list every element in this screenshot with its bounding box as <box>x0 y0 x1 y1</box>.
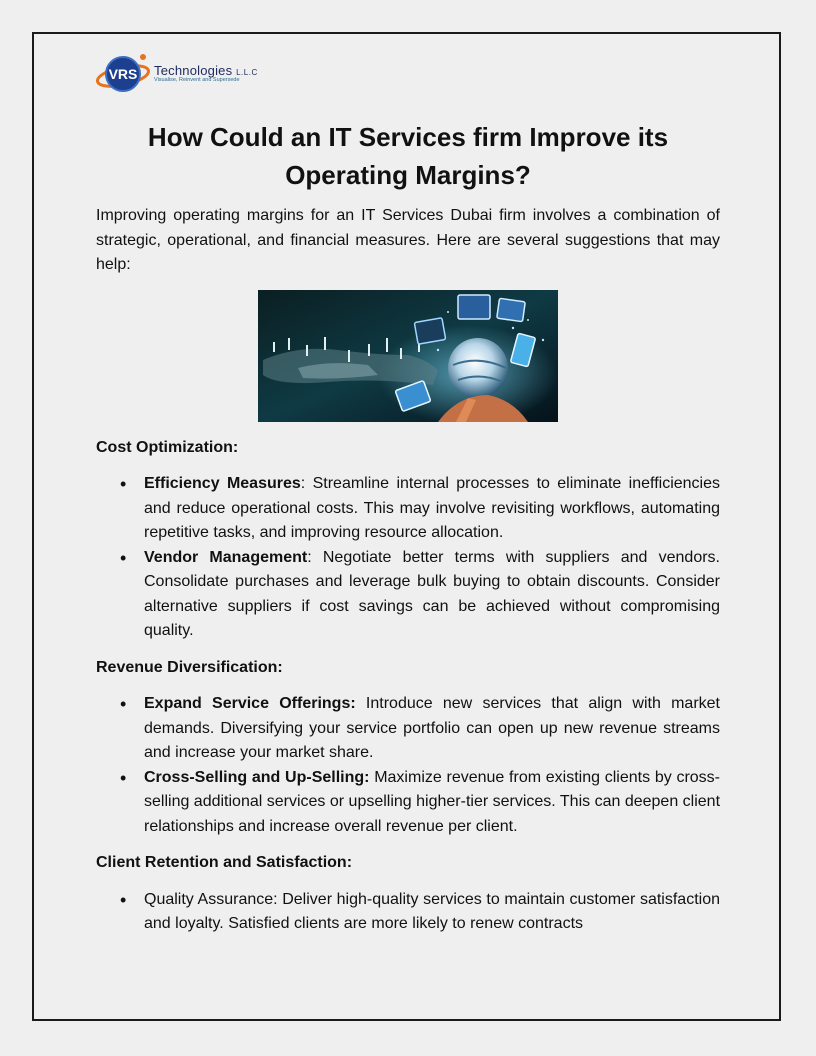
hero-image-global-devices <box>258 290 558 422</box>
logo-wordmark <box>154 63 258 83</box>
section-heading: Cost Optimization: <box>96 438 239 456</box>
item-text: Maximize revenue from existing clients by cross-selling additional services or upselling higher-tier services. This can deepen client relationships and increase overall revenue per client. <box>144 768 721 835</box>
section-heading: Revenue Diversification: <box>96 658 283 676</box>
section-revenue-diversification <box>96 656 720 840</box>
section-client-retention <box>96 851 720 937</box>
item-term: Expand Service Offerings: <box>144 695 356 712</box>
list-item <box>144 766 720 840</box>
bullet-list <box>96 472 720 644</box>
bullet-list <box>96 692 720 839</box>
page-title: How Could an IT Services firm Improve its Operating Margins? <box>147 122 669 190</box>
section-cost-optimization <box>96 436 720 644</box>
item-text: Streamline internal processes to eliminate inefficiencies and reduce operational costs. This may involve revisiting workflows, automating repetitive tasks, and improving resource allocation. <box>144 475 720 541</box>
item-text: Quality Assurance: Deliver high-quality services to maintain customer satisfaction and loyalty. Satisfied clients are more likely to renew contracts <box>144 890 720 932</box>
item-term: Cross-Selling and Up-Selling: <box>144 768 370 786</box>
item-text: Introduce new services that align with market demands. Diversifying your service portfolio can open up new revenue streams and increase your market share. <box>144 695 720 761</box>
section-heading: Client Retention and Satisfaction: <box>96 854 353 871</box>
list-item <box>144 888 720 937</box>
logo-name: Technologies L.L.C <box>154 63 258 78</box>
item-term: Vendor Management <box>144 548 308 566</box>
item-text: Negotiate better terms with suppliers and vendors. Consolidate purchases and leverage bulk buying to obtain discounts. Consider alternative suppliers if cost savings can be achieved without compromising quality. <box>144 548 720 639</box>
list-item <box>144 692 720 766</box>
logo-tagline: Visualise, Reinvent and Supersede <box>154 77 240 83</box>
list-item: • Efficiency Measures: Streamline internal processes to eliminate inefficiencies and reduce operational costs. This may involve revisiting workflows, automating repetitive tasks, and improving resource allocation. <box>144 472 720 546</box>
logo-initials: VRS <box>108 66 138 82</box>
item-term: Efficiency Measures <box>144 475 301 492</box>
article-body <box>96 204 720 949</box>
list-item: • Vendor Management: Negotiate better terms with suppliers and vendors. Consolidate purchases and leverage bulk buying to obtain discounts. Consider alternative suppliers if cost savings can be achieved without compromising quality. <box>144 546 720 644</box>
bullet-list <box>96 888 720 937</box>
intro-paragraph: Improving operating margins for an IT Services Dubai firm involves a combination of strategic, operational, and financial measures. Here are several suggestions that may help: <box>96 207 720 273</box>
